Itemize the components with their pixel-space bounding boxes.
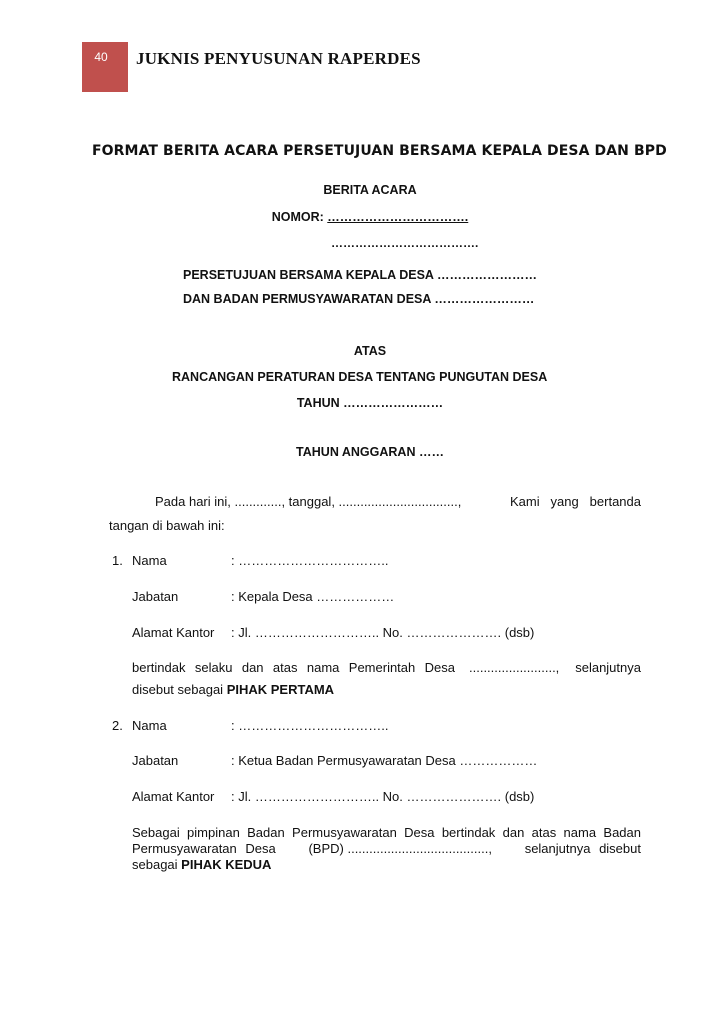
party1-jabatan-label: Jabatan	[132, 589, 179, 604]
tahun-heading: TAHUN ……………………	[296, 396, 444, 410]
atas-heading: ATAS	[353, 344, 387, 358]
intro-line-2: tangan di bawah ini:	[109, 518, 225, 533]
party2-statement-2c: selanjutnya disebut	[524, 841, 641, 856]
page-number: 40	[94, 50, 108, 64]
persetujuan-line-2: DAN BADAN PERMUSYAWARATAN DESA ……………………	[183, 292, 535, 306]
party2-statement-3a: sebagai	[132, 857, 182, 872]
party1-jabatan-value: : Kepala Desa ………………	[231, 589, 395, 604]
persetujuan-line-1: PERSETUJUAN BERSAMA KEPALA DESA ……………………	[183, 268, 537, 282]
party1-nama-value: : ……………………………..	[231, 553, 389, 568]
nomor-label: NOMOR:	[271, 210, 328, 224]
party2-alamat-value: : Jl. ……………………….. No. …………………. (dsb)	[231, 789, 535, 804]
party2-statement-1: Sebagai pimpinan Badan Permusyawaratan Desa bertindak dan atas nama Badan	[132, 825, 641, 840]
party2-number: 2.	[112, 718, 123, 733]
party1-statement-2a: disebut sebagai	[132, 682, 227, 697]
party2-statement-2	[132, 841, 641, 856]
party1-statement-1b: ........................, selanjutnya	[469, 660, 641, 675]
party2-statement-2b: (BPD) .......................................,	[308, 841, 492, 856]
format-title: FORMAT BERITA ACARA PERSETUJUAN BERSAMA KEPALA DESA DAN BPD	[92, 143, 667, 159]
tahun-anggaran-heading: TAHUN ANGGARAN ……	[296, 445, 444, 459]
party1-nama-label: Nama	[132, 553, 167, 568]
nomor-line-2: ……………………………….	[331, 236, 479, 250]
party2-jabatan-label: Jabatan	[132, 753, 179, 768]
party1-statement-2	[132, 682, 334, 697]
party2-statement-3	[132, 857, 271, 872]
intro-line-1b: Kami yang bertanda	[510, 494, 641, 509]
party2-nama-value: : ……………………………..	[231, 718, 389, 733]
party1-number: 1.	[112, 553, 123, 568]
rancangan-heading: RANCANGAN PERATURAN DESA TENTANG PUNGUTAN DESA	[172, 370, 548, 384]
party2-jabatan-value: : Ketua Badan Permusyawaratan Desa ………………	[231, 753, 538, 768]
party1-statement-1a: bertindak selaku dan atas nama Pemerintah Desa	[132, 660, 455, 675]
nomor-value: …………………………….	[327, 210, 469, 224]
party2-statement-2a: Permusyawaratan Desa	[132, 841, 276, 856]
pihak-kedua-label: PIHAK KEDUA	[181, 857, 272, 872]
nomor-line	[0, 210, 728, 224]
pihak-pertama-label: PIHAK PERTAMA	[226, 682, 335, 697]
party2-nama-label: Nama	[132, 718, 167, 733]
party2-alamat-label: Alamat Kantor	[132, 789, 215, 804]
header-title: JUKNIS PENYUSUNAN RAPERDES	[136, 49, 421, 68]
party1-alamat-value: : Jl. ……………………….. No. …………………. (dsb)	[231, 625, 535, 640]
intro-line-1a: Pada hari ini, ............., tanggal, .................................,	[155, 494, 462, 509]
party1-alamat-label: Alamat Kantor	[132, 625, 215, 640]
berita-acara-heading: BERITA ACARA	[323, 183, 417, 197]
